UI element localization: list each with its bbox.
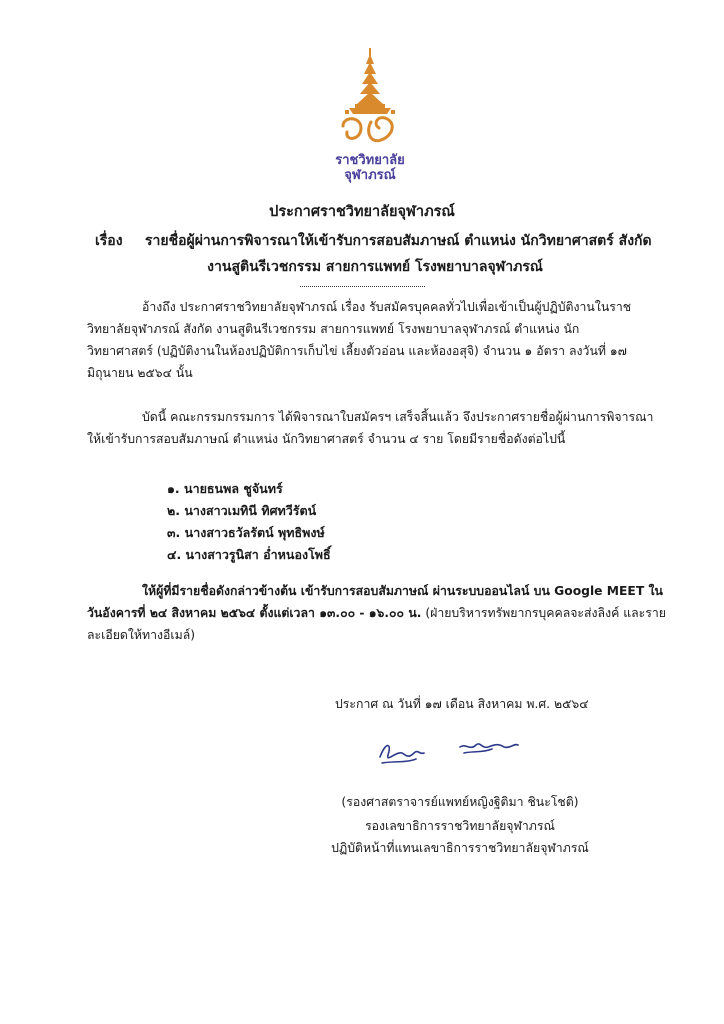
handwritten-signature-icon [372,733,532,769]
signer-title: รองเลขาธิการราชวิทยาลัยจุฬาภรณ์ [365,819,555,833]
notice-line-1: ให้ผู้ที่มีรายชื่อดังกล่าวข้างต้น เข้ารับการสอบสัมภาษณ์ ผ่านระบบออนไลน์ บน Google MEET ใน [142,584,663,598]
announced-date: ประกาศ ณ วันที่ ๑๗ เดือน สิงหาคม พ.ศ. ๒๕๖๔ [335,697,589,711]
subject-line-2: งานสูตินรีเวชกรรม สายการแพทย์ โรงพยาบาลจุฬาภรณ์ [207,259,543,275]
signer-name: (รองศาสตราจารย์แพทย์หญิงฐิติมา ชินะโชติ) [341,795,579,809]
notice-date-time: วันอังคารที่ ๒๔ สิงหาคม ๒๕๖๔ ตั้งแต่เวลา ๑๓.๐๐ - ๑๖.๐๐ น. [87,606,422,620]
notice-line-3: ละเอียดให้ทางอีเมล์) [87,628,196,642]
subject-line-1: รายชื่อผู้ผ่านการพิจารณาให้เข้ารับการสอบสัมภาษณ์ ตำแหน่ง นักวิทยาศาสตร์ สังกัด [145,233,652,249]
logo-label-line1: ราชวิทยาลัย [335,153,405,168]
candidate-item: ๔. นางสาวรูนิสา อ่ำหนองโพธิ์ [167,547,331,562]
paragraph-line: มิถุนายน ๒๕๖๔ นั้น [87,366,193,380]
interview-notice [87,580,666,646]
separator [300,286,425,287]
candidate-item: ๒. นางสาวเมทินี ทิศทวีรัตน์ [167,503,317,518]
paragraph-line: อ้างถึง ประกาศราชวิทยาลัยจุฬาภรณ์ เรื่อง รับสมัครบุคคลทั่วไปเพื่อเข้าเป็นผู้ปฏิบัติงานในราช [142,300,632,314]
candidate-list [167,478,567,566]
subject-label: เรื่อง [95,233,123,249]
royal-crown-emblem-icon [335,48,405,148]
paragraph-reference [87,296,647,384]
paragraph-line: วิทยาศาสตร์ (ปฏิบัติงานในห้องปฏิบัติการเก็บไข่ เลี้ยงตัวอ่อน และห้องอสุจิ) จำนวน ๑ อัตรา ลงวันที่ ๑๗ [87,344,627,358]
candidate-item: ๓. นางสาวธวัลรัตน์ พุทธิพงษ์ [167,525,325,540]
notice-line-2-rest: (ฝ่ายบริหารทรัพยากรบุคคลจะส่งลิงค์ และราย [421,606,666,620]
paragraph-line: บัดนี้ คณะกรรมกรรมการ ได้พิจารณาใบสมัครฯ เสร็จสิ้นแล้ว จึงประกาศรายชื่อผู้ผ่านการพิจารณา [142,410,654,424]
paragraph-line: วิทยาลัยจุฬาภรณ์ สังกัด งานสูตินรีเวชกรรม สายการแพทย์ โรงพยาบาลจุฬาภรณ์ ตำแหน่ง นัก [87,322,580,336]
logo-label-line2: จุฬาภรณ์ [344,168,396,183]
paragraph-line: ให้เข้ารับการสอบสัมภาษณ์ ตำแหน่ง นักวิทยาศาสตร์ จำนวน ๔ ราย โดยมีรายชื่อดังต่อไปนี้ [87,432,566,446]
announcement-title: ประกาศราชวิทยาลัยจุฬาภรณ์ [269,204,455,220]
signer-acting-title: ปฏิบัติหน้าที่แทนเลขาธิการราชวิทยาลัยจุฬาภรณ์ [331,841,589,855]
candidate-item: ๑. นายธนพล ชูจันทร์ [167,481,283,496]
logo-label [320,153,420,183]
paragraph-result [87,406,654,450]
